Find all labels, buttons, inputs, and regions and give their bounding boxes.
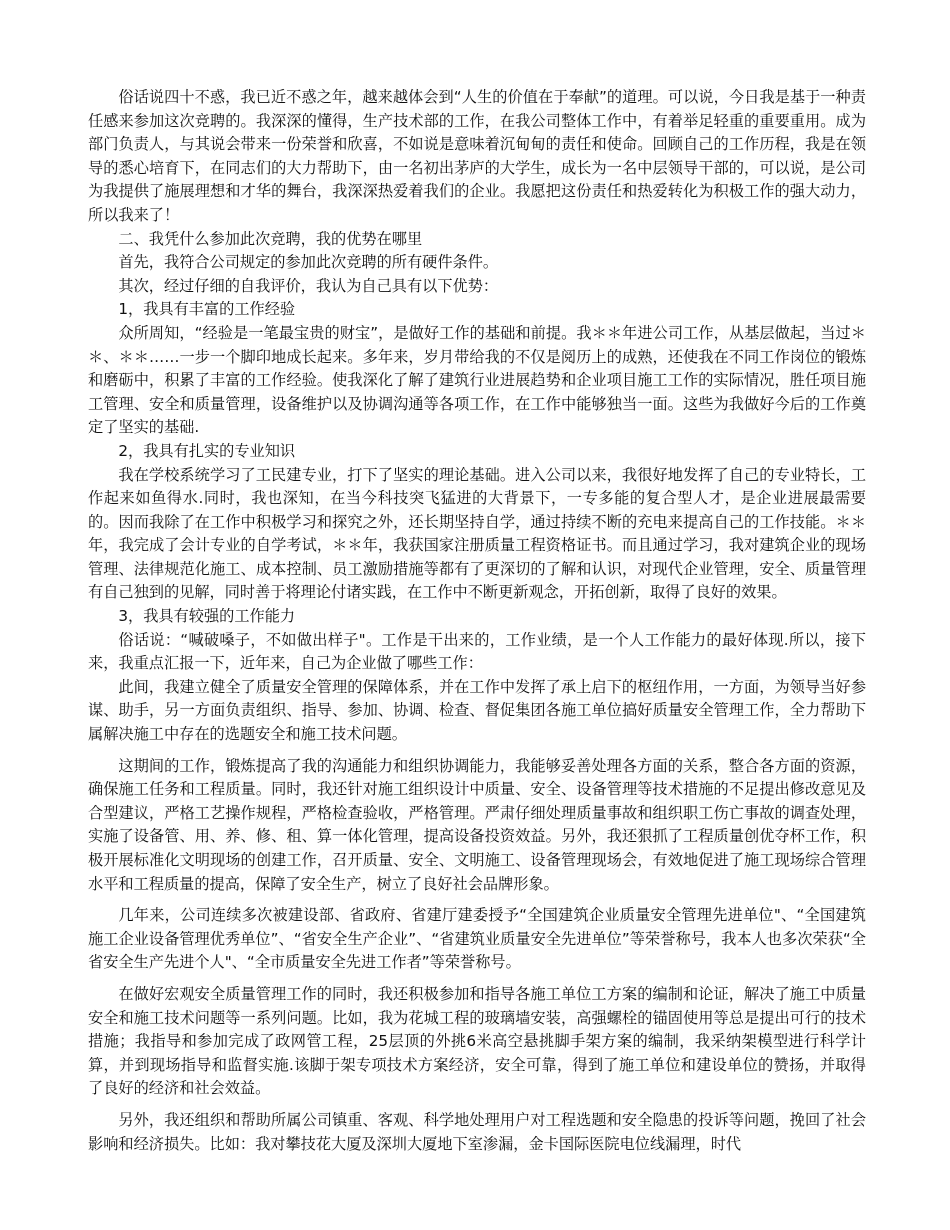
paragraph-ability: 俗话说：“喊破嗓子，不如做出样子"。工作是干出来的，工作业绩，是一个人工作能力的最好体现.所以，接下来，我重点汇报一下，近年来，自己为企业做了哪些工作： xyxy=(88,630,866,673)
paragraph-first: 首先，我符合公司规定的参加此次竞聘的所有硬件条件。 xyxy=(118,253,499,272)
subheading-experience: 1，我具有丰富的工作经验 xyxy=(118,300,296,319)
paragraph-work-period: 这期间的工作，锻炼提高了我的沟通能力和组织协调能力，我能够妥善处理各方面的关系，整合各方面的资源，确保施工任务和工程质量。同时，我还针对施工组织设计中质量、安全、设备管理等技术措施的不足提出修改意见及合型建议，严格工艺操作规程，严格检查验收，严格管理。严肃仔细处理质量事故和组织职工伤亡事故的调查处理，实施了设备管、用、养、修、租、算一体化管理，提高设备投资效益。另外，我还狠抓了工程质量创优夺杯工作，积极开展标准化文明现场的创建工作，召开质量、安全、文明施工、设备管理现场会，有效地促进了施工现场综合管理水平和工程质量的提高，保障了安全生产，树立了良好社会品牌形象。 xyxy=(88,756,866,893)
document-body xyxy=(88,86,866,1156)
subheading-knowledge: 2，我具有扎实的专业知识 xyxy=(118,441,296,460)
paragraph-safety-system: 此间，我建立健全了质量安全管理的保障体系，并在工作中发挥了承上启下的枢纽作用，一方面，为领导当好参谋、助手，另一方面负责组织、指导、参加、协调、检查、督促集团各施工单位搞好质量安全管理工作，全力帮助下属解决施工中存在的选题安全和施工技术问题。 xyxy=(88,677,866,744)
paragraph-complaints: 另外，我还组织和帮助所属公司镇重、客观、科学地处理用户对工程选题和安全隐患的投诉等问题，挽回了社会影响和经济损失。比如：我对攀技花大厦及深圳大厦地下室渗漏，金卡国际医院电位线漏理，时代 xyxy=(88,1110,866,1153)
section-heading-2: 二、我凭什么参加此次竞聘，我的优势在哪里 xyxy=(118,229,423,248)
paragraph-knowledge: 我在学校系统学习了工民建专业，打下了坚实的理论基础。进入公司以来，我很好地发挥了自己的专业特长，工作起来如鱼得水.同时，我也深知，在当今科技突飞猛进的大背景下，一专多能的复合型人才，是企业进展最需要的。因而我除了在工作中积极学习和探究之外，还长期坚持自学，通过持续不断的充电来提高自己的工作技能。＊＊年，我完成了会计专业的自学考试，＊＊年，我获国家注册质量工程资格证书。而且通过学习，我对建筑企业的现场管理、法律规范化施工、成本控制、员工激励措施等都有了更深切的了解和认识，对现代企业管理，安全、质量管理有自己独到的见解，同时善于将理论付诸实践，在工作中不断更新观念，开拓创新，取得了良好的效果。 xyxy=(88,465,866,602)
paragraph-honors: 几年来，公司连续多次被建设部、省政府、省建厅建委授予“全国建筑企业质量安全管理先进单位"、“全国建筑施工企业设备管理优秀单位”、“省安全生产企业”、“省建筑业质量安全先进单位”等荣誉称号，我本人也多次荣获“全省安全生产先进个人"、“全市质量安全先进工作者”等荣誉称号。 xyxy=(88,906,866,972)
paragraph-experience: 众所周知，“经验是一笔最宝贵的财宝”，是做好工作的基础和前提。我＊＊年进公司工作，从基层做起，当过＊＊、＊＊……一步一个脚印地成长起来。多年来，岁月带给我的不仅是阅历上的成熟，还使我在不同工作岗位的锻炼和磨砺中，积累了丰富的工作经验。使我深化了解了建筑行业进展趋势和企业项目施工工作的实际情况，胜任项目施工管理、安全和质量管理，设备维护以及协调沟通等各项工作，在工作中能够独当一面。这些为我做好今后的工作奠定了坚实的基础. xyxy=(88,323,866,437)
paragraph-intro: 俗话说四十不惑，我已近不惑之年，越来越体会到“人生的价值在于奉献”的道理。可以说，今日我是基于一种责任感来参加这次竞聘的。我深深的懂得，生产技术部的工作，在我公司整体工作中，有着举足轻重的重要重用。成为部门负责人，与其说会带来一份荣誉和欣喜，不如说是意味着沉甸甸的责任和使命。回顾自己的工作历程，我是在领导的悉心培育下，在同志们的大力帮助下，由一名初出茅庐的大学生，成长为一名中层领导干部的，可以说，是公司为我提供了施展理想和才华的舞台，我深深热爱着我们的企业。我愿把这份责任和热爱转化为积极工作的强大动力，所以我来了！ xyxy=(88,88,866,224)
subheading-ability: 3，我具有较强的工作能力 xyxy=(118,607,296,626)
paragraph-second: 其次，经过仔细的自我评价，我认为自己具有以下优势： xyxy=(118,276,499,295)
paragraph-technical: 在做好宏观安全质量管理工作的同时，我还积极参加和指导各施工单位工方案的编制和论证，解决了施工中质量安全和施工技术问题等一系列问题。比如，我为花城工程的玻璃墙安装，高强螺栓的锚固使用等总是提出可行的技术措施；我指导和参加完成了政网管工程，25层顶的外挑6米高空悬挑脚手架方案的编制，我采纳架模型进行科学计算，并到现场指导和监督实施.该脚于架专项技术方案经济，安全可靠，得到了施工单位和建设单位的赞扬，并取得了良好的经济和社会效益。 xyxy=(88,984,866,1098)
